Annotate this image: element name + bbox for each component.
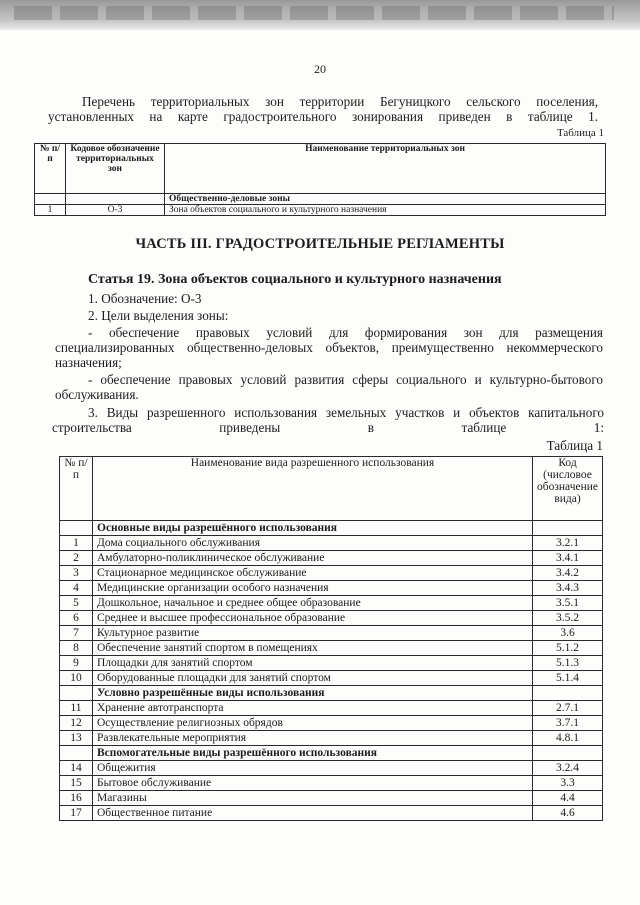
cell-code: 2.7.1 (533, 701, 603, 716)
cell-num: 6 (60, 611, 93, 626)
bleed-through-text (14, 6, 614, 20)
t2-header-num: № п/п (60, 457, 93, 521)
t1-group-row: Общественно-деловые зоны (165, 194, 606, 205)
t1-row-code: О-3 (66, 205, 165, 216)
cell-code: 3.6 (533, 626, 603, 641)
cell-code: 3.2.4 (533, 761, 603, 776)
section-title: Основные виды разрешённого использования (93, 521, 533, 536)
cell-code: 3.4.3 (533, 581, 603, 596)
zones-table (34, 143, 606, 216)
section-row (60, 686, 603, 701)
cell-code: 5.1.3 (533, 656, 603, 671)
table-row (60, 791, 603, 806)
cell-name: Амбулаторно-поликлиническое обслуживание (93, 551, 533, 566)
table-row (60, 581, 603, 596)
cell-code: 4.6 (533, 806, 603, 821)
cell-code: 5.1.4 (533, 671, 603, 686)
cell-name: Осуществление религиозных обрядов (93, 716, 533, 731)
cell-num: 7 (60, 626, 93, 641)
cell-name: Среднее и высшее профессиональное образование (93, 611, 533, 626)
cell-code: 3.3 (533, 776, 603, 791)
cell-num: 8 (60, 641, 93, 656)
table-row (60, 536, 603, 551)
cell-name: Магазины (93, 791, 533, 806)
cell-name: Дома социального обслуживания (93, 536, 533, 551)
cell-name: Развлекательные мероприятия (93, 731, 533, 746)
cell-num: 9 (60, 656, 93, 671)
section-title: Условно разрешённые виды использования (93, 686, 533, 701)
table-row (60, 671, 603, 686)
cell-num: 16 (60, 791, 93, 806)
t1-header-num: № п/п (35, 144, 66, 194)
cell-name: Культурное развитие (93, 626, 533, 641)
cell-code: 3.7.1 (533, 716, 603, 731)
table-row (60, 656, 603, 671)
cell-num: 2 (60, 551, 93, 566)
article-title: Статья 19. Зона объектов социального и культурного назначения (88, 272, 502, 287)
cell-num: 3 (60, 566, 93, 581)
goal-2: - обеспечение правовых условий развития сферы социального и культурно-бытового обслуживания. (55, 372, 603, 402)
cell-code: 3.4.1 (533, 551, 603, 566)
cell-code: 3.2.1 (533, 536, 603, 551)
cell-num: 17 (60, 806, 93, 821)
table-row (60, 626, 603, 641)
table-row (60, 596, 603, 611)
cell-num: 13 (60, 731, 93, 746)
cell-code: 3.5.2 (533, 611, 603, 626)
t1-header-name: Наименование территориальных зон (165, 144, 606, 194)
intro-paragraph: Перечень территориальных зон территории Бегуницкого сельского поселения, установленных на карте градостроительного зонирования приведен в таблице 1. (48, 94, 598, 124)
table-row (60, 776, 603, 791)
table-row (60, 716, 603, 731)
table-row (60, 551, 603, 566)
cell-num: 5 (60, 596, 93, 611)
cell-code: 3.5.1 (533, 596, 603, 611)
cell-name: Стационарное медицинское обслуживание (93, 566, 533, 581)
cell-name: Медицинские организации особого назначения (93, 581, 533, 596)
cell-code: 5.1.2 (533, 641, 603, 656)
goal-1: - обеспечение правовых условий для формирования зон для размещения специализированных общественно-деловых объектов, преимущественно некоммерческого назначения; (55, 325, 603, 370)
goals-title: 2. Цели выделения зоны: (88, 308, 229, 323)
cell-code: 4.4 (533, 791, 603, 806)
cell-num: 10 (60, 671, 93, 686)
cell-num: 4 (60, 581, 93, 596)
document-page (0, 30, 640, 905)
page-number: 20 (314, 62, 326, 76)
table-row (60, 566, 603, 581)
cell-num: 1 (60, 536, 93, 551)
cell-num: 11 (60, 701, 93, 716)
cell-num: 12 (60, 716, 93, 731)
land-use-table (59, 456, 603, 821)
section-title: Вспомогательные виды разрешённого использования (93, 746, 533, 761)
table-row (60, 806, 603, 821)
cell-name: Общественное питание (93, 806, 533, 821)
cell-num: 14 (60, 761, 93, 776)
cell-name: Площадки для занятий спортом (93, 656, 533, 671)
table2-caption: Таблица 1 (546, 438, 603, 453)
t2-header-name: Наименование вида разрешенного использования (93, 457, 533, 521)
table-row (60, 731, 603, 746)
t2-header-code: Код (числовое обозначение вида) (533, 457, 603, 521)
cell-name: Обеспечение занятий спортом в помещениях (93, 641, 533, 656)
table-row (60, 761, 603, 776)
cell-name: Хранение автотранспорта (93, 701, 533, 716)
section-row (60, 521, 603, 536)
part-heading: ЧАСТЬ III. ГРАДОСТРОИТЕЛЬНЫЕ РЕГЛАМЕНТЫ (135, 236, 505, 252)
table-row (60, 641, 603, 656)
designation-line: 1. Обозначение: О-3 (88, 291, 202, 306)
table-row (60, 611, 603, 626)
types-paragraph: 3. Виды разрешенного использования земельных участков и объектов капитального строительства приведены в таблице 1: (52, 405, 604, 435)
cell-name: Оборудованные площадки для занятий спортом (93, 671, 533, 686)
cell-name: Общежития (93, 761, 533, 776)
cell-code: 4.8.1 (533, 731, 603, 746)
cell-name: Дошкольное, начальное и среднее общее образование (93, 596, 533, 611)
t1-row-name: Зона объектов социального и культурного назначения (165, 205, 606, 216)
t1-header-code: Кодовое обозначение территориальных зон (66, 144, 165, 194)
scan-top-band (0, 0, 640, 30)
section-row (60, 746, 603, 761)
cell-name: Бытовое обслуживание (93, 776, 533, 791)
table-row (60, 701, 603, 716)
t1-row-num: 1 (35, 205, 66, 216)
cell-num: 15 (60, 776, 93, 791)
table1-caption: Таблица 1 (556, 127, 604, 139)
cell-code: 3.4.2 (533, 566, 603, 581)
